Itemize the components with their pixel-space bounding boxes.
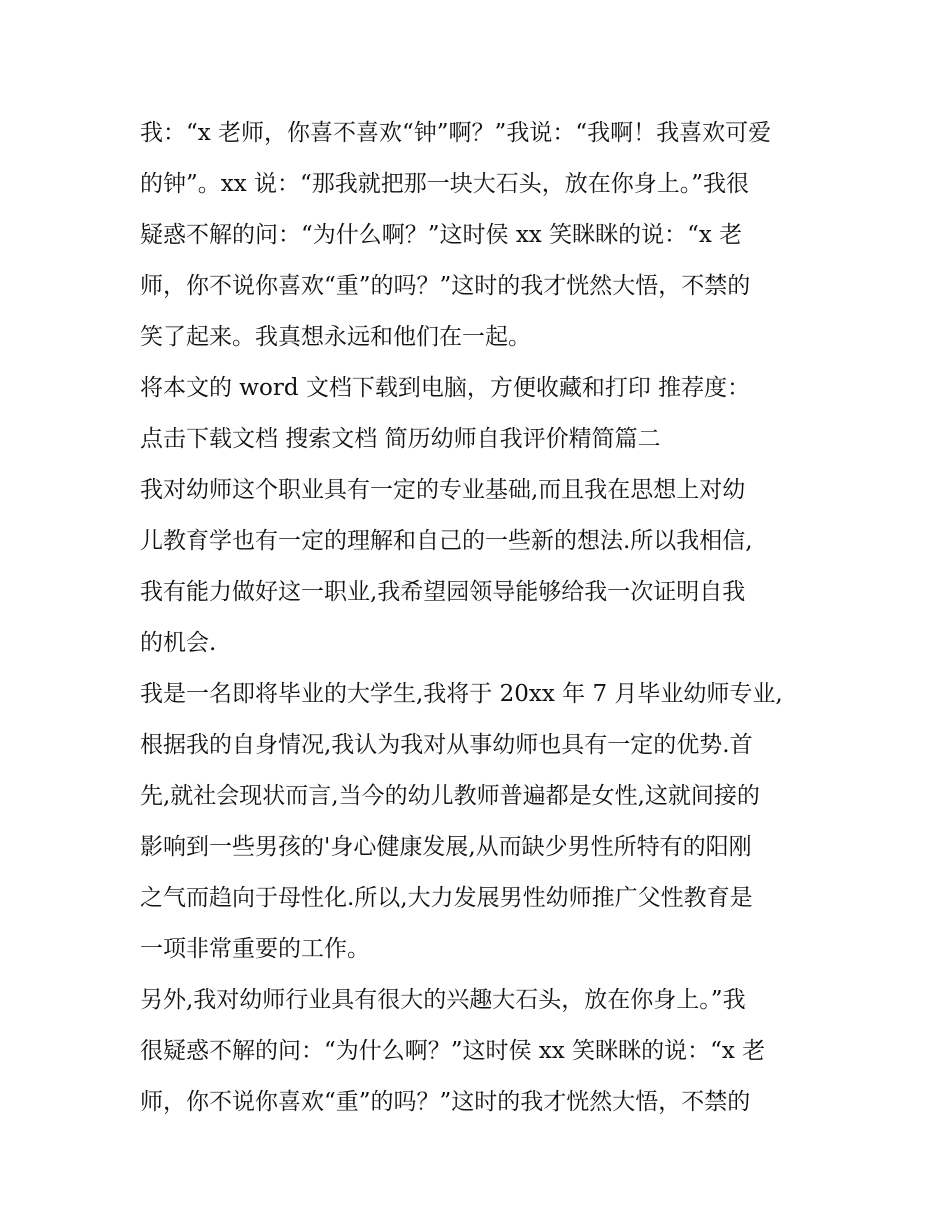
- paragraph-download-links: [140, 414, 812, 465]
- text-line: 影响到一些男孩的'身心健康发展,从而缺少男性所特有的阳刚: [140, 834, 752, 860]
- text-line: 先,就社会现状而言,当今的幼儿教师普遍都是女性,这就间接的: [140, 783, 760, 809]
- paragraph-download-note: [140, 363, 812, 414]
- text-line: 我对幼师这个职业具有一定的专业基础,而且我在思想上对幼: [140, 477, 746, 503]
- text-line: 另外,我对幼师行业具有很大的兴趣大石头，放在你身上。”我: [140, 987, 746, 1013]
- text-line: 师，你不说你喜欢“重”的吗？”这时的我才恍然大悟，不禁的: [140, 273, 751, 299]
- text-line: 点击下载文档 搜索文档 简历幼师自我评价精简篇二: [140, 426, 661, 452]
- paragraph-graduate: [140, 669, 812, 975]
- text-line: 疑惑不解的问：“为什么啊？”这时侯 xx 笑眯眯的说：“x 老: [140, 222, 743, 248]
- text-line: 很疑惑不解的问：“为什么啊？”这时侯 xx 笑眯眯的说：“x 老: [140, 1038, 766, 1064]
- text-line: 根据我的自身情况,我认为我对从事幼师也具有一定的优势.首: [140, 732, 753, 758]
- text-line: 的钟”。xx 说：“那我就把那一块大石头，放在你身上。”我很: [140, 171, 750, 197]
- paragraph-story: [140, 108, 812, 363]
- text-line: 儿教育学也有一定的理解和自己的一些新的想法.所以我相信,: [140, 528, 753, 554]
- paragraph-professional-basis: [140, 465, 812, 669]
- text-line: 笑了起来。我真想永远和他们在一起。: [140, 324, 531, 350]
- text-line: 一项非常重要的工作。: [140, 936, 370, 962]
- text-line: 师，你不说你喜欢“重”的吗？”这时的我才恍然大悟，不禁的: [140, 1089, 751, 1115]
- text-line: 我有能力做好这一职业,我希望园领导能够给我一次证明自我: [140, 579, 746, 605]
- text-line: 将本文的 word 文档下载到电脑，方便收藏和打印 推荐度：: [140, 375, 751, 401]
- text-line: 之气而趋向于母性化.所以,大力发展男性幼师推广父性教育是: [140, 885, 753, 911]
- document-body: [140, 108, 812, 1128]
- text-line: 我是一名即将毕业的大学生,我将于 20xx 年 7 月毕业幼师专业,: [140, 681, 783, 707]
- paragraph-interest: [140, 975, 812, 1128]
- text-line: 的机会.: [140, 630, 217, 656]
- text-line: 我：“x 老师，你喜不喜欢“钟”啊？”我说：“我啊！我喜欢可爱: [140, 120, 772, 146]
